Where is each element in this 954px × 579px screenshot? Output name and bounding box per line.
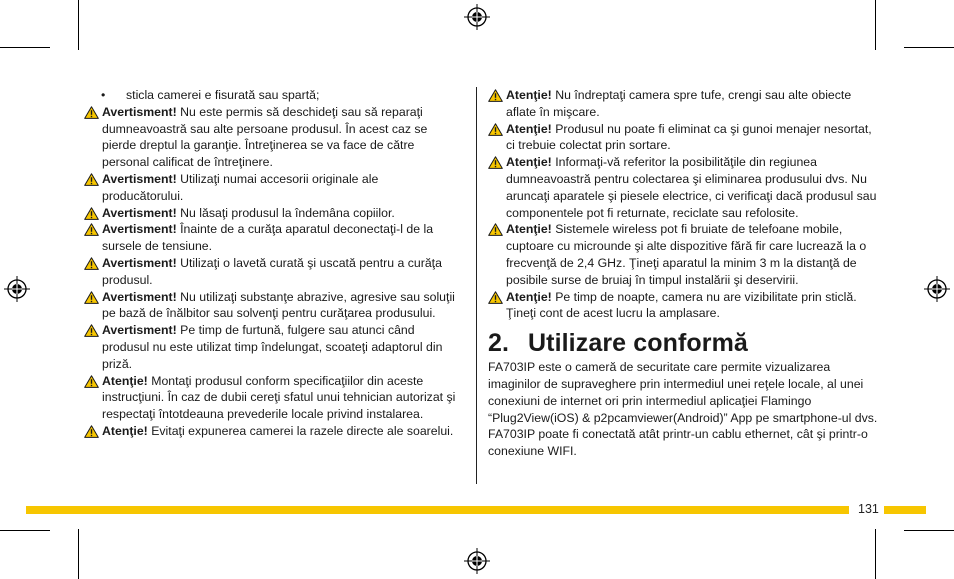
warning-text: Utilizaţi o lavetă curată şi uscată pentru a curăţa produsul. — [102, 255, 442, 287]
crop-mark — [875, 0, 876, 50]
warning-label: Atenţie! — [102, 373, 148, 388]
page-number: 131 — [858, 502, 879, 516]
warning-label: Atenţie! — [506, 88, 552, 102]
warning-item — [84, 289, 461, 323]
warning-triangle-icon — [488, 223, 503, 236]
footer-bar-left — [26, 506, 849, 514]
registration-mark-icon — [464, 548, 490, 574]
warning-list — [84, 104, 461, 440]
warning-label: Atenţie! — [506, 155, 552, 170]
warning-label: Avertisment! — [102, 222, 177, 237]
warning-item — [488, 289, 878, 323]
warning-text: Nu utilizaţi substanţe abrazive, agresive sau soluţii pe bază de înălbitor sau solvenţi pentru curăţarea produsului. — [102, 289, 455, 321]
warning-text: Montaţi produsul conform specificaţiilor din aceste instrucţiuni. În caz de dubii cereţi sfatul unui tehnician autorizat şi respectaţi întotdeauna prevederile locale privind instalarea. — [102, 373, 456, 422]
warning-text: Informaţi-vă referitor la posibilităţile din regiunea dumneavoastră pentru colectarea şi eliminarea produsului dvs. Nu aruncaţi aparatele şi piesele electrice, ci verificaţi dacă produsul sau componentele pot fi returnate, reciclate sau refolosite. — [506, 155, 877, 220]
crop-mark — [875, 529, 876, 579]
warning-triangle-icon — [84, 106, 99, 119]
crop-mark — [78, 0, 79, 50]
warning-label: Atenţie! — [102, 423, 148, 438]
warning-item — [84, 373, 461, 423]
warning-label: Atenţie! — [506, 289, 552, 304]
bullet-icon: • — [101, 88, 106, 102]
warning-item — [84, 205, 461, 222]
warning-label: Avertisment! — [102, 205, 177, 220]
warning-label: Avertisment! — [102, 323, 177, 338]
warning-text: Înainte de a curăţa aparatul deconectaţi-l de la sursele de tensiune. — [102, 222, 434, 254]
warning-label: Avertisment! — [102, 289, 177, 304]
bullet-text: sticla camerei e fisurată sau spartă; — [126, 88, 320, 102]
warning-text: Utilizaţi numai accesorii originale ale producătorului. — [102, 171, 379, 203]
warning-triangle-icon — [84, 375, 99, 388]
warning-item — [488, 121, 878, 155]
registration-mark-icon — [4, 276, 30, 302]
crop-mark — [904, 47, 954, 48]
warning-triangle-icon — [84, 291, 99, 304]
bullet-item — [84, 87, 461, 104]
section-paragraph: FA703IP este o cameră de securitate care permite vizualizarea imaginilor de supraveghere prin intermediul unei reţele locale, al unei conexiuni de internet ori prin intermediul aplicaţiei Flamingo “Plug2View(iOS) & p2pcamviewer(Android)” App pe smartphone-ul dvs. FA703IP poate fi conectată atât printr-un cablu ethernet, cât şi printr-o conexiune WIFI. — [488, 360, 878, 459]
warning-item — [84, 255, 461, 289]
warning-triangle-icon — [84, 207, 99, 220]
warning-text: Nu îndreptaţi camera spre tufe, crengi sau alte obiecte aflate în mişcare. — [506, 88, 852, 119]
warning-triangle-icon — [84, 324, 99, 337]
warning-triangle-icon — [488, 291, 503, 304]
warning-item — [488, 87, 878, 121]
warning-item — [84, 423, 461, 440]
warning-text: Evitaţi expunerea camerei la razele directe ale soarelui. — [147, 423, 454, 438]
right-column — [488, 87, 878, 460]
warning-text: Nu lăsaţi produsul la îndemâna copiilor. — [176, 205, 395, 220]
warning-label: Avertisment! — [102, 255, 177, 270]
warning-item — [488, 154, 878, 221]
warning-label: Atenţie! — [506, 222, 552, 237]
warning-label: Avertisment! — [102, 171, 177, 186]
warning-list — [488, 87, 878, 322]
warning-triangle-icon — [84, 257, 99, 270]
warning-triangle-icon — [84, 223, 99, 236]
warning-label: Atenţie! — [506, 121, 552, 136]
crop-mark — [0, 47, 50, 48]
registration-mark-icon — [464, 4, 490, 30]
warning-item — [84, 171, 461, 205]
warning-text: Produsul nu poate fi eliminat ca şi gunoi menajer nesortat, ci trebuie colectat prin sortare. — [506, 121, 872, 153]
footer-bar-right — [884, 506, 926, 514]
warning-triangle-icon — [488, 156, 503, 169]
column-divider — [476, 87, 477, 484]
warning-text: Pe timp de noapte, camera nu are vizibilitate prin sticlă. Ţineţi cont de acest lucru la amplasare. — [506, 289, 857, 321]
crop-mark — [78, 529, 79, 579]
crop-mark — [904, 530, 954, 531]
crop-mark — [0, 530, 50, 531]
warning-item — [84, 221, 461, 255]
warning-item — [488, 221, 878, 288]
warning-text: Nu este permis să deschideţi sau să reparaţi dumneavoastră sau alte persoane produsul. În acest caz se pierde dreptul la garanţie. Întreţinerea se va face de către personal calificat de întreţinere. — [102, 104, 428, 170]
warning-triangle-icon — [84, 425, 99, 438]
warning-triangle-icon — [488, 89, 503, 102]
warning-text: Pe timp de furtună, fulgere sau atunci când produsul nu este utilizat timp îndelungat, scoateţi adaptorul din priză. — [102, 323, 443, 371]
warning-item — [84, 322, 461, 372]
warning-triangle-icon — [84, 173, 99, 186]
section-title: Utilizare conformă — [528, 329, 748, 358]
section-number: 2. — [488, 329, 510, 358]
warning-label: Avertisment! — [102, 104, 177, 119]
section-heading — [488, 328, 878, 358]
warning-item — [84, 104, 461, 171]
warning-triangle-icon — [488, 123, 503, 136]
warning-text: Sistemele wireless pot fi bruiate de telefoane mobile, cuptoare cu microunde şi alte dispozitive fără fir care lucrează la o frecvenţă de 2,4 GHz. Ţineţi aparatul la minim 3 m la distanţă de posibile surse de bruiaj în timpul instalării şi deservirii. — [506, 222, 867, 287]
left-column — [84, 87, 461, 440]
registration-mark-icon — [924, 276, 950, 302]
